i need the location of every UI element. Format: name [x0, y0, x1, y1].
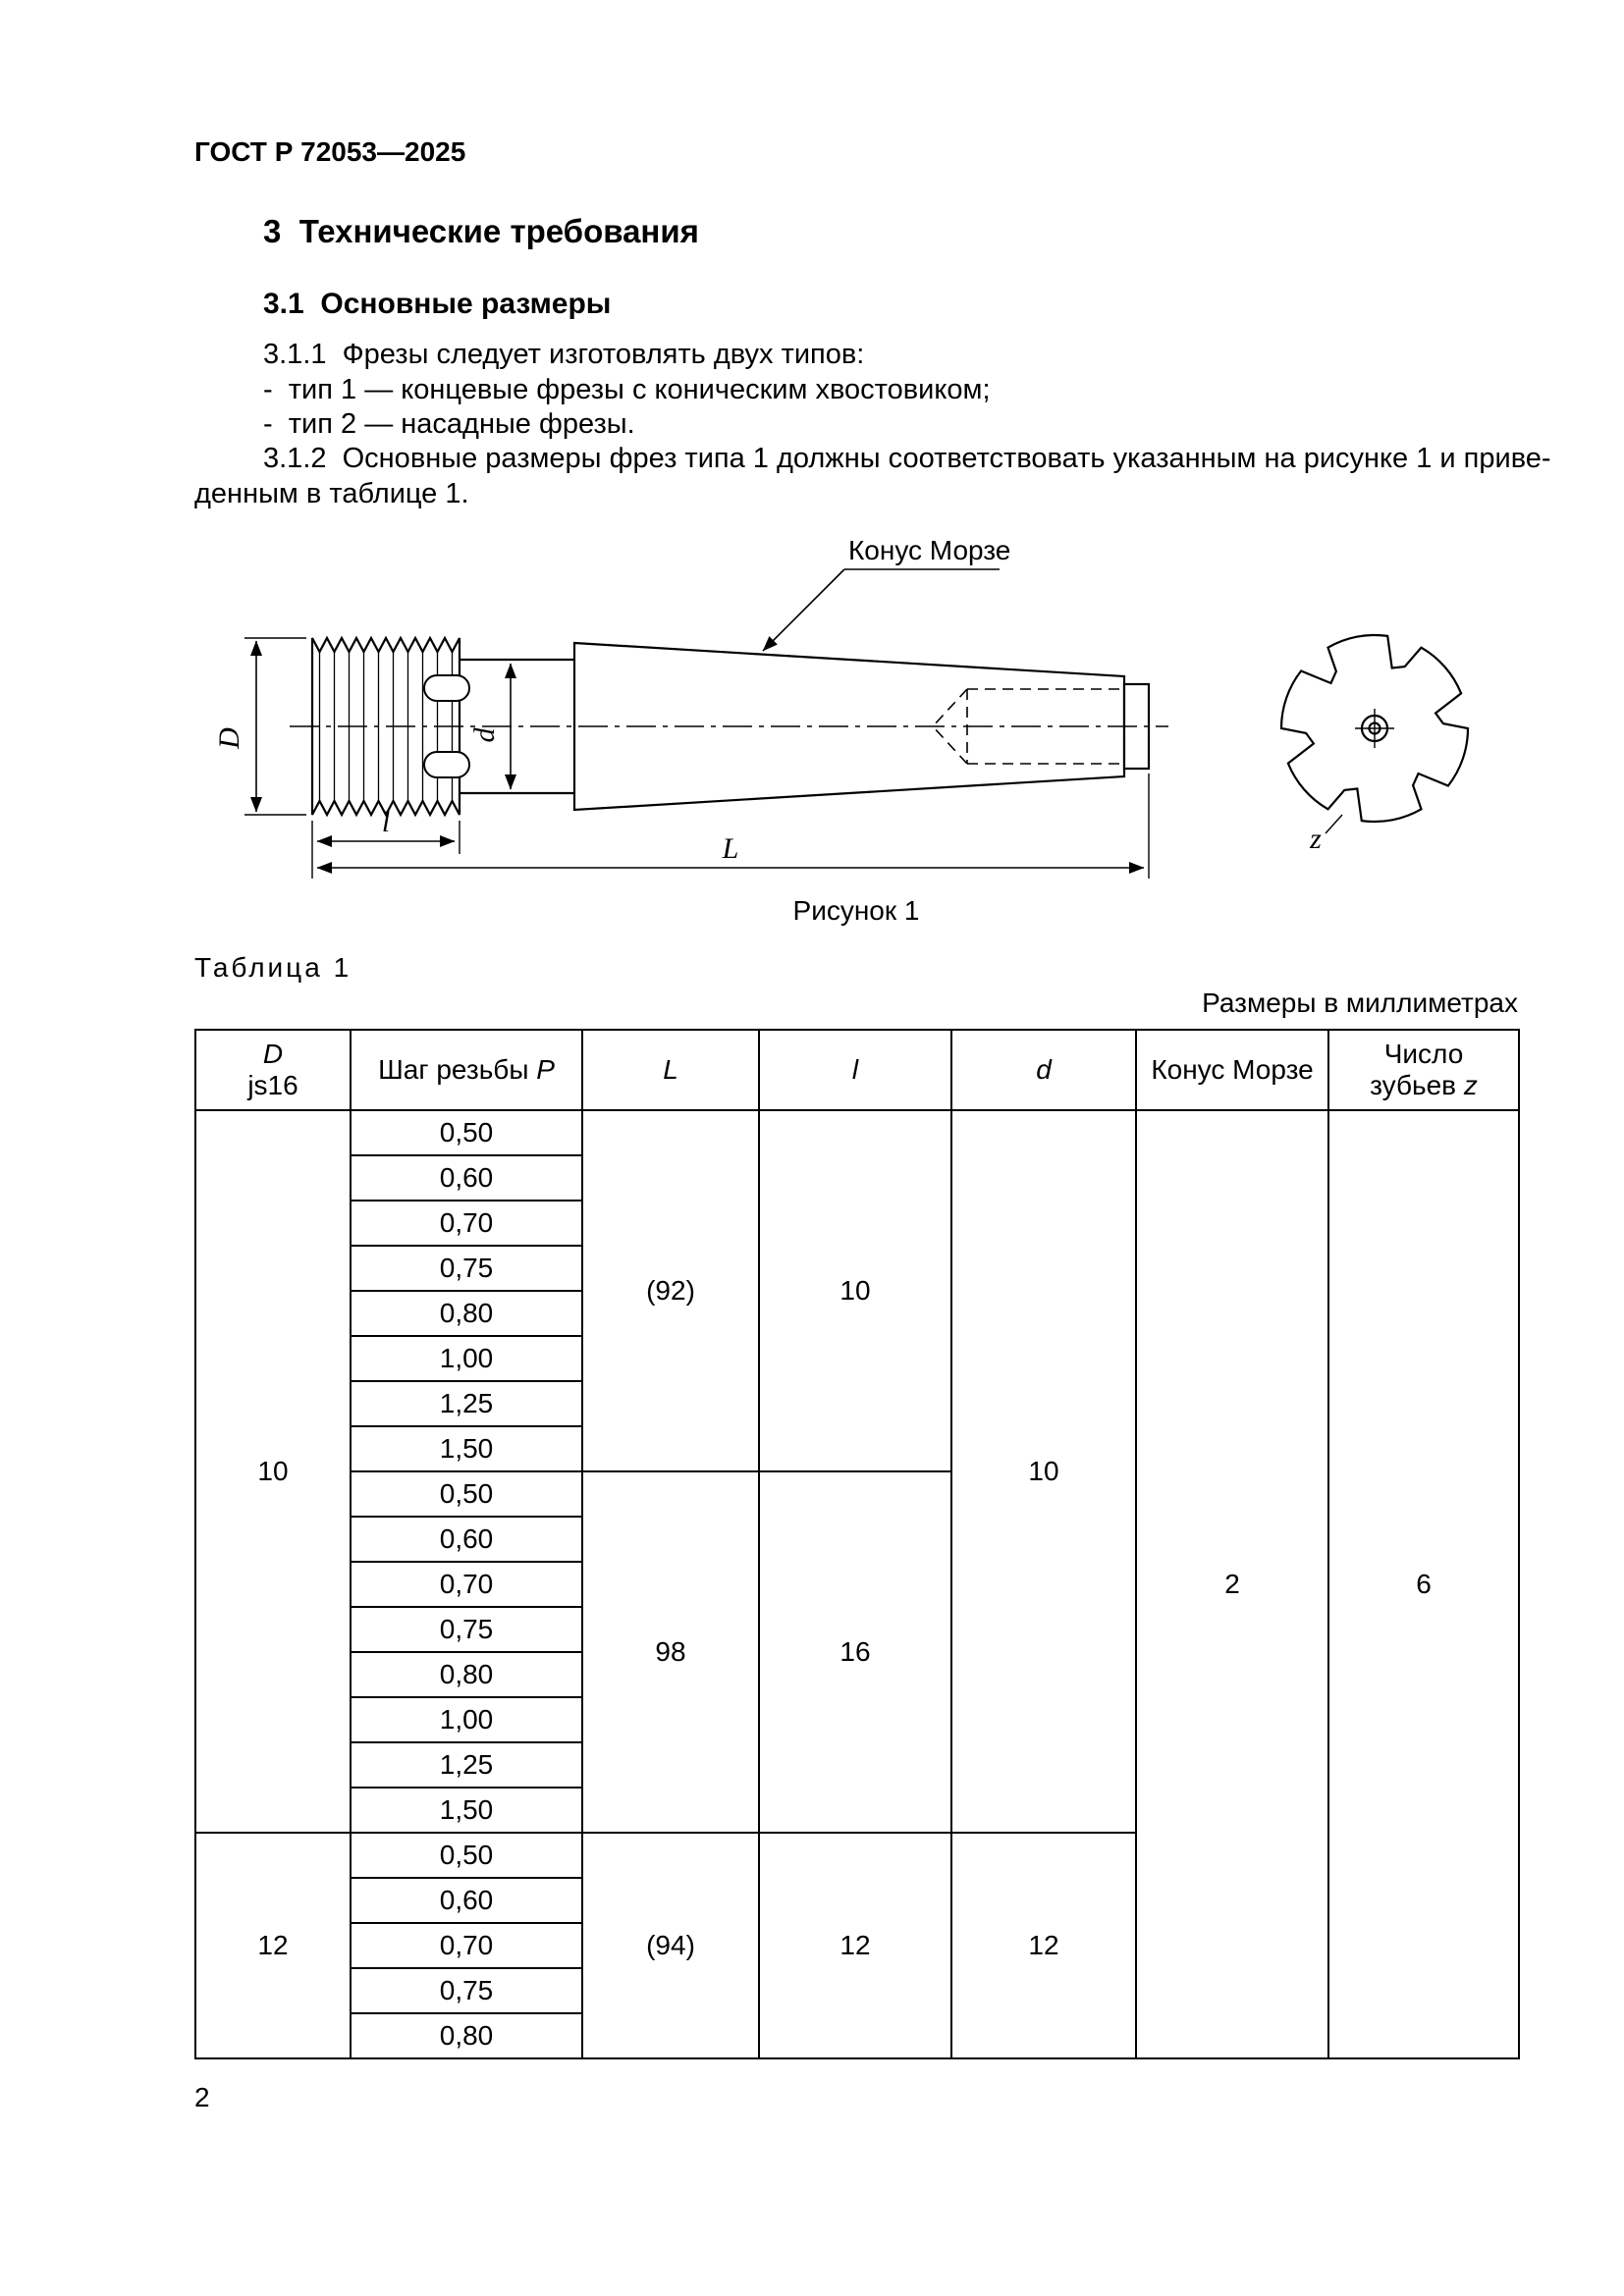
- table-label: Таблица 1: [194, 952, 352, 983]
- col-header-teeth: [1328, 1030, 1519, 1110]
- cell-pitch: 0,70: [351, 1923, 582, 1968]
- cell-L: (92): [582, 1110, 759, 1471]
- col-header-teeth-symbol: z: [1463, 1070, 1478, 1100]
- cell-pitch: 1,00: [351, 1336, 582, 1381]
- document-header: ГОСТ Р 72053—2025: [194, 136, 466, 167]
- flute-slot-upper: [424, 675, 469, 701]
- cell-d: 12: [951, 1833, 1136, 2058]
- cell-pitch: 1,50: [351, 1788, 582, 1833]
- cell-pitch: 1,50: [351, 1426, 582, 1471]
- cell-morse: 2: [1136, 1110, 1328, 2058]
- cell-pitch: 0,75: [351, 1607, 582, 1652]
- cell-D: 10: [195, 1110, 351, 1833]
- cell-pitch: 0,60: [351, 1155, 582, 1201]
- page-number: 2: [194, 2082, 210, 2112]
- cell-pitch: 0,80: [351, 1291, 582, 1336]
- cell-D: 12: [195, 1833, 351, 2058]
- paragraph-3-1-2-line1: 3.1.2 Основные размеры фрез типа 1 должны соответствовать указанным на рисунке 1 и приве-: [263, 443, 1551, 474]
- col-header-morse: Конус Морзе: [1136, 1030, 1328, 1110]
- list-item-type-1: - тип 1 — концевые фрезы с коническим хвостовиком;: [263, 374, 991, 405]
- cell-pitch: 1,00: [351, 1697, 582, 1742]
- flute-slot-lower: [424, 752, 469, 777]
- col-header-pitch: [351, 1030, 582, 1110]
- table-units-note: Размеры в миллиметрах: [1202, 988, 1518, 1018]
- section-heading: 3 Технические требования: [263, 213, 699, 249]
- cell-L: (94): [582, 1833, 759, 2058]
- teeth-count-label: z: [1310, 823, 1322, 855]
- col-header-pitch-symbol: Р: [536, 1053, 555, 1085]
- end-view: [1281, 635, 1468, 855]
- col-header-pitch-label: Шаг резьбы: [378, 1053, 529, 1085]
- cell-teeth: 6: [1328, 1110, 1519, 2058]
- cell-pitch: 0,75: [351, 1968, 582, 2013]
- col-header-L: L: [582, 1030, 759, 1110]
- col-header-D: [195, 1030, 351, 1110]
- paragraph-3-1-1: 3.1.1 Фрезы следует изготовлять двух типов:: [263, 339, 865, 370]
- cell-pitch: 0,75: [351, 1246, 582, 1291]
- cell-L: 98: [582, 1471, 759, 1833]
- dimension-L-label: L: [722, 832, 739, 865]
- cell-pitch: 0,60: [351, 1878, 582, 1923]
- col-header-D-symbol: D: [262, 1038, 284, 1069]
- col-header-l: l: [759, 1030, 951, 1110]
- cell-l: 10: [759, 1110, 951, 1471]
- cell-d: 10: [951, 1110, 1136, 1833]
- morse-taper-callout-label: Конус Морзе: [848, 535, 1011, 565]
- morse-taper-callout: [763, 535, 1010, 651]
- col-header-teeth-label: Число зубьев: [1370, 1038, 1464, 1100]
- cell-pitch: 1,25: [351, 1742, 582, 1788]
- subsection-heading: 3.1 Основные размеры: [263, 288, 612, 320]
- col-header-d: d: [951, 1030, 1136, 1110]
- cell-pitch: 0,70: [351, 1562, 582, 1607]
- cell-pitch: 1,25: [351, 1381, 582, 1426]
- cell-pitch: 0,50: [351, 1471, 582, 1517]
- table-row: [195, 1110, 1519, 1155]
- figure-1-drawing: [147, 525, 1502, 888]
- paragraph-3-1-2-line2: денным в таблице 1.: [194, 478, 469, 509]
- cell-pitch: 0,70: [351, 1201, 582, 1246]
- col-header-D-tolerance: js16: [247, 1070, 298, 1100]
- dimensions-table: [194, 1029, 1520, 2059]
- cell-pitch: 0,50: [351, 1833, 582, 1878]
- cell-l: 16: [759, 1471, 951, 1833]
- cell-pitch: 0,50: [351, 1110, 582, 1155]
- cell-pitch: 0,60: [351, 1517, 582, 1562]
- cell-l: 12: [759, 1833, 951, 2058]
- dimension-D-label: D: [213, 727, 245, 749]
- dimension-l-label: l: [381, 806, 391, 838]
- cell-pitch: 0,80: [351, 1652, 582, 1697]
- table-body: [195, 1110, 1519, 2058]
- figure-caption: Рисунок 1: [792, 895, 920, 926]
- z-leader-line: [1326, 815, 1342, 833]
- list-item-type-2: - тип 2 — насадные фрезы.: [263, 408, 635, 440]
- cell-pitch: 0,80: [351, 2013, 582, 2058]
- header-row: [195, 1030, 1519, 1110]
- dimension-d-label: d: [468, 727, 501, 743]
